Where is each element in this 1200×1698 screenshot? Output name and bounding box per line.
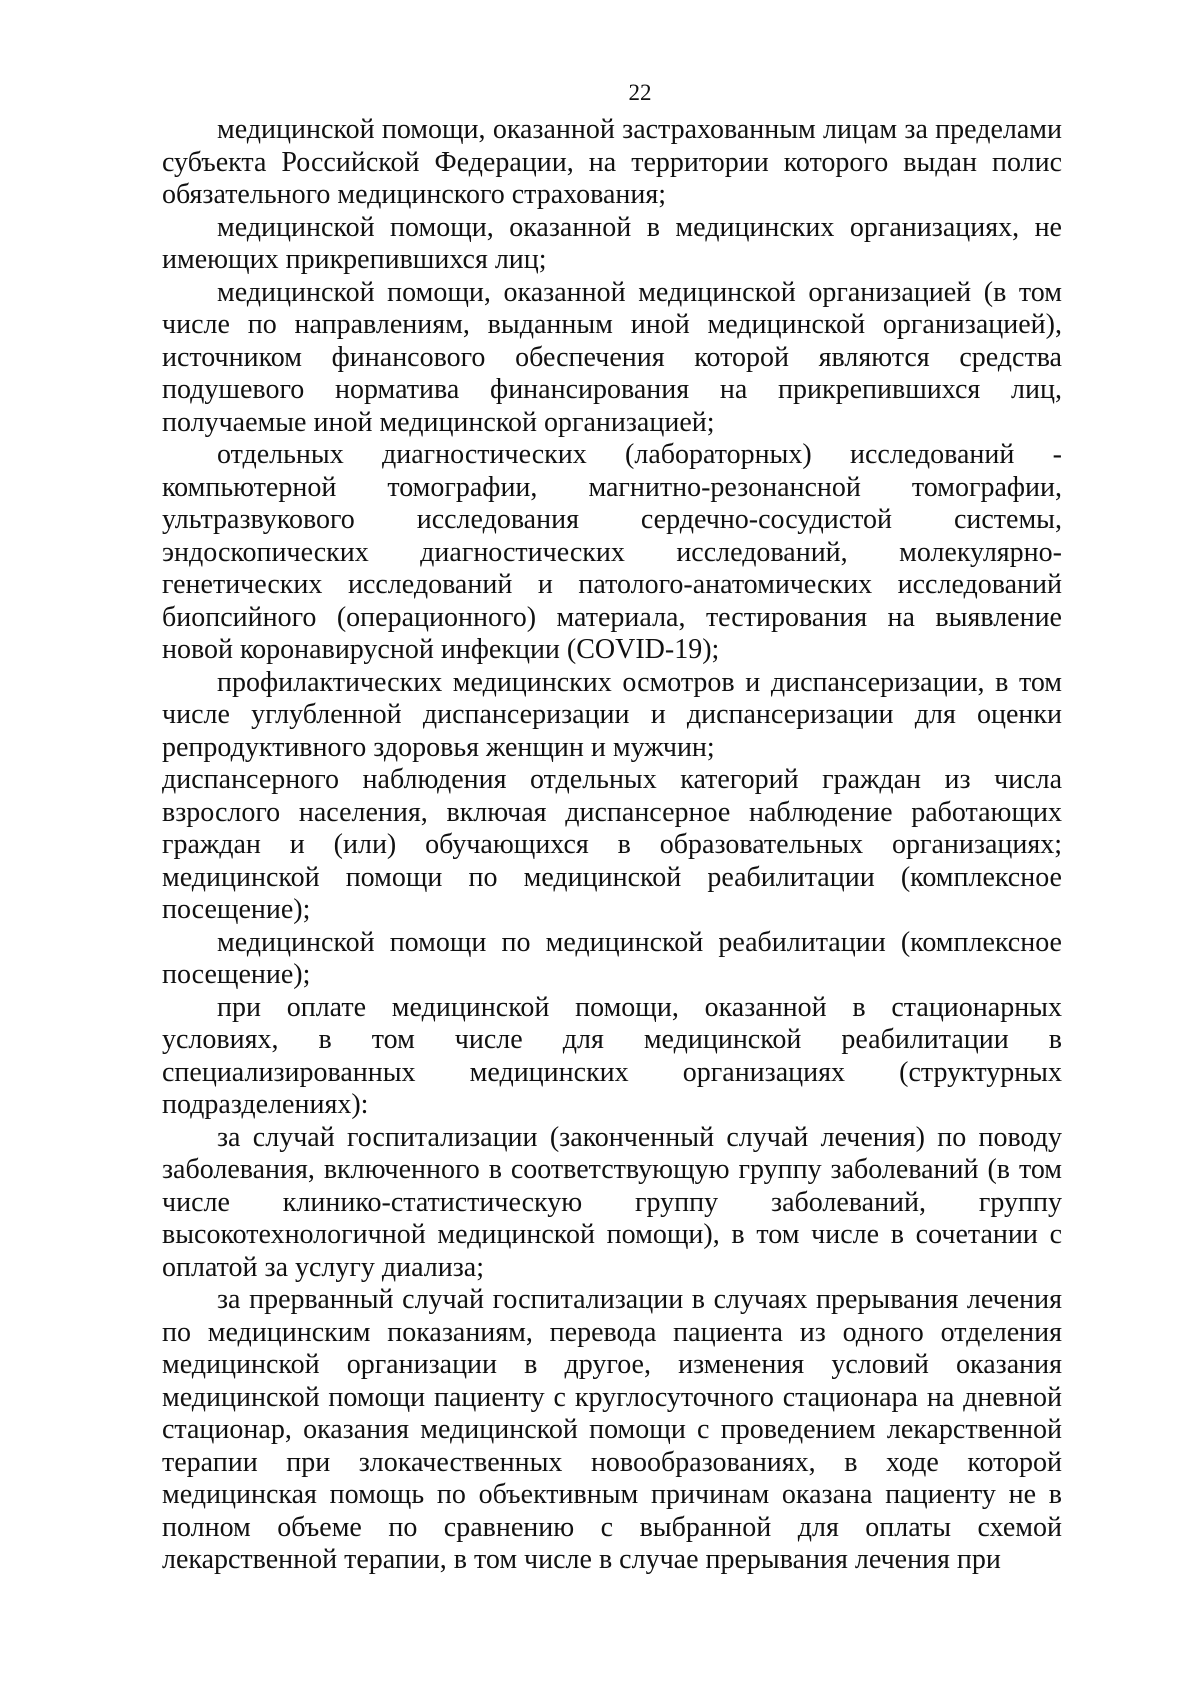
- paragraph-1: медицинской помощи, оказанной застрахованным лицам за пределами субъекта Российской Федерации, на территории которого выдан полис обязательного медицинского страхования;: [162, 114, 1062, 210]
- paragraph-8: при оплате медицинской помощи, оказанной в стационарных условиях, в том числе для медицинской реабилитации в специализированных медицинских организациях (структурных подразделениях):: [162, 991, 1062, 1120]
- paragraph-10: за прерванный случай госпитализации в случаях прерывания лечения по медицинским показаниям, перевода пациента из одного отделения медицинской организации в другое, изменения условий оказания медицинской помощи пациенту с круглосуточного стационара на дневной стационар, оказания медицинской помощи с проведением лекарственной терапии при злокачественных новообразованиях, в ходе которой медицинская помощь по объективным причинам оказана пациенту не в полном объеме по сравнению с выбранной для оплаты схемой лекарственной терапии, в том числе в случае прерывания лечения при: [162, 1284, 1062, 1575]
- paragraph-6: диспансерного наблюдения отдельных категорий граждан из числа взрослого населения, включая диспансерное наблюдение работающих граждан и (или) обучающихся в образовательных организациях; медицинской помощи по медицинской реабилитации (комплексное посещение);: [162, 764, 1062, 925]
- paragraph-5: профилактических медицинских осмотров и диспансеризации, в том числе углубленной диспансеризации и диспансеризации для оценки репродуктивного здоровья женщин и мужчин;: [162, 666, 1062, 763]
- paragraph-7: медицинской помощи по медицинской реабилитации (комплексное посещение);: [162, 926, 1062, 990]
- page-number: 22: [628, 80, 652, 105]
- paragraph-9: за случай госпитализации (законченный случай лечения) по поводу заболевания, включенного в соответствующую группу заболеваний (в том числе клинико-статистическую группу заболеваний, группу высокотехнологичной медицинской помощи), в том числе в сочетании с оплатой за услугу диализа;: [162, 1121, 1062, 1283]
- document-body: [162, 114, 1062, 1577]
- paragraph-4: отдельных диагностических (лабораторных) исследований - компьютерной томографии, магнитно-резонансной томографии, ультразвукового исследования сердечно-сосудистой системы, эндоскопических диагностических исследований, молекулярно-генетических исследований и патолого-анатомических исследований биопсийного (операционного) материала, тестирования на выявление новой коронавирусной инфекции (COVID-19);: [162, 439, 1062, 665]
- paragraph-3: медицинской помощи, оказанной медицинской организацией (в том числе по направлениям, выданным иной медицинской организацией), источником финансового обеспечения которой являются средства подушевого норматива финансирования на прикрепившихся лиц, получаемые иной медицинской организацией;: [162, 276, 1062, 438]
- paragraph-2: медицинской помощи, оказанной в медицинских организациях, не имеющих прикрепившихся лиц;: [162, 211, 1062, 275]
